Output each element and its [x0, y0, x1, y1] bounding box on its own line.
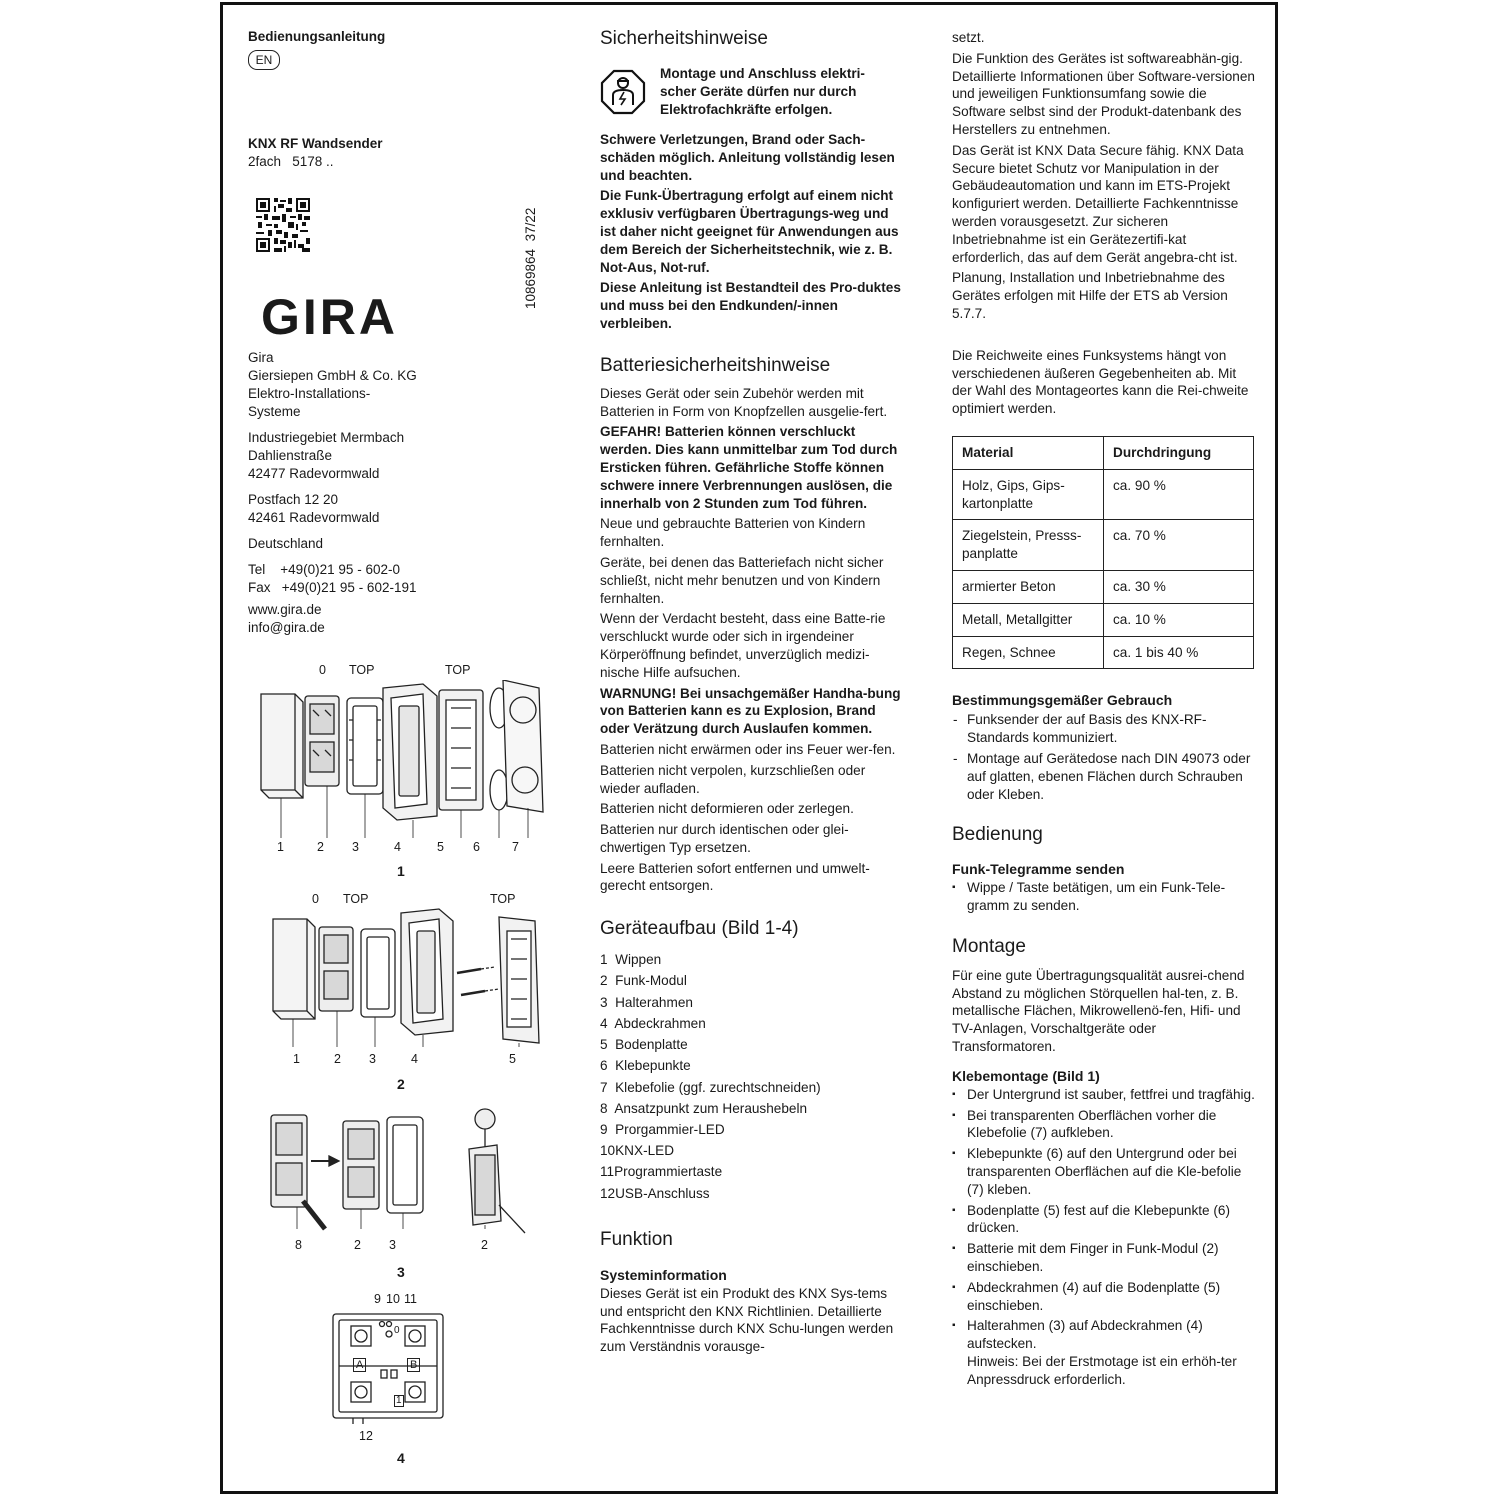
address-line: Giersiepen GmbH & Co. KG — [248, 368, 417, 383]
safety-paragraph: Die Funk-Übertragung erfolgt auf einem nicht exklusiv verfügbaren Übertragungs-weg und ist daher nicht geeignet für Anwendungen aus dem Bereich der Sicherheitstechnik, wie z. B. Not-Aus, Not-ruf. — [600, 188, 899, 275]
safety-heading: Sicherheitshinweise — [600, 28, 768, 49]
address-line: Deutschland — [248, 536, 324, 551]
table-cell: ca. 30 % — [1104, 570, 1254, 603]
list-item: 12USB-Anschluss — [600, 1185, 710, 1201]
figure-label: 0 — [319, 663, 326, 677]
table-header: Material — [953, 436, 1104, 469]
note-text: Hinweis: Bei der Erstmotage ist ein erhöh-ter Anpressdruck erforderlich. — [967, 1354, 1237, 1387]
figure-4 — [323, 1292, 453, 1470]
table-header-row — [953, 436, 1254, 469]
system-paragraph: Das Gerät ist KNX Data Secure fähig. KNX Data Secure bietet Schutz vor Manipulation in der Gebäudeautomation und kann im ETS-Projekt konfiguriert werden. Detaillierte Fachkenntnisse werden vorausgesetzt. Zur sicheren Inbetriebnahme ist ein Gerätezertifi-kat erforderlich, das auf dem Gerät angebra-cht ist. — [952, 142, 1244, 265]
address-line: Industriegebiet Mermbach — [248, 430, 405, 445]
system-paragraph: setzt. — [952, 30, 985, 45]
figure-label: 1 — [293, 1052, 300, 1066]
system-paragraph: Die Funktion des Gerätes ist softwareabhän-gig. Detaillierte Informationen über Software-versionen und jeweiligen Funktionsumfang sowie die Software selbst sind der Produkt-datenbank des Herstellers zu entnehmen. — [952, 50, 1255, 137]
operation-heading: Bedienung — [952, 824, 1043, 846]
address-line: Postfach 12 20 — [248, 492, 339, 507]
battery-paragraph: Leere Batterien sofort entfernen und umwelt-gerecht entsorgen. — [600, 860, 870, 894]
electrician-icon — [600, 69, 646, 115]
figure-number: 1 — [397, 863, 405, 879]
email-link[interactable]: info@gira.de — [248, 620, 325, 635]
parts-list — [600, 949, 906, 1203]
sysinfo-paragraph: Dieses Gerät ist ein Produkt des KNX Sys-tems und entspricht den KNX Richtlinien. Detaillierte Fachkenntnisse durch KNX Schu-lungen werden zum Verständnis vorausge- — [600, 1285, 894, 1355]
battery-paragraph: Batterien nicht verpolen, kurzschließen oder wieder aufladen. — [600, 762, 866, 796]
table-row — [953, 603, 1254, 636]
table-row — [953, 469, 1254, 520]
figure-label: TOP — [445, 663, 471, 677]
table-cell: Holz, Gips, Gips-kartonplatte — [953, 469, 1104, 520]
safety-paragraph: Diese Anleitung ist Bestandteil des Pro-duktes und muss bei den Endkunden/-innen verbleiben. — [600, 280, 901, 331]
key-0-label: 0 — [394, 1325, 400, 1336]
fax-line: Fax +49(0)21 95 - 602-191 — [248, 580, 417, 595]
table-header: Durchdringung — [1104, 436, 1254, 469]
list-item: 11Programmiertaste — [600, 1164, 723, 1180]
table-cell: ca. 90 % — [1104, 469, 1254, 520]
address-line: Systeme — [248, 404, 301, 419]
table-cell: ca. 70 % — [1104, 520, 1254, 571]
address-line: Gira — [248, 350, 274, 365]
middle-column — [600, 27, 906, 1359]
right-column — [952, 29, 1256, 1392]
table-cell: Metall, Metallgitter — [953, 603, 1104, 636]
mounting-paragraph: Für eine gute Übertragungsqualität ausrei-chend Abstand zu möglichen Störquellen hal-ten, z. B. metallische Flächen, Mikrowellenö-fen, Hifi- und TV-Anlagen, Vorschaltgeräte oder Transformatoren. — [952, 967, 1245, 1055]
battery-danger: GEFAHR! Batterien können verschluckt werden. Dies kann unmittelbar zum Tod durch Ersticken führen. Gefährliche Stoffe können schwere innere Verbrennungen auslösen, die innerhalb von 2 Stunden zum Tod führen. — [600, 424, 898, 511]
product-subtitle: 2fach 5178 .. — [248, 154, 334, 169]
battery-paragraph: Geräte, bei denen das Batteriefach nicht sicher schließt, nicht mehr benutzen und von Kindern fernhalten. — [600, 554, 884, 606]
electrician-warning — [600, 65, 906, 125]
system-paragraph: Planung, Installation und Inbetriebnahme des Gerätes erfolgen mit Hilfe der ETS ab Version 5.7.7. — [952, 270, 1228, 321]
module-removal-icon — [263, 1105, 553, 1235]
list-item: ▪ Bei transparenten Oberflächen vorher die Klebefolie (7) aufkleben. — [952, 1107, 1256, 1143]
list-item: 7 Klebefolie (ggf. zurechtschneiden) — [600, 1079, 821, 1095]
battery-paragraph: Batterien nicht deformieren oder zerlegen. — [600, 801, 854, 817]
list-item: ▪ Bodenplatte (5) fest auf die Klebepunkte (6) drücken. — [952, 1202, 1256, 1238]
list-item: ▪ Wippe / Taste betätigen, um ein Funk-Tele-gramm zu senden. — [952, 879, 1256, 915]
figure-label: 8 — [295, 1238, 302, 1252]
figure-number: 4 — [397, 1450, 405, 1466]
list-item: 8 Ansatzpunkt zum Heraushebeln — [600, 1100, 808, 1116]
figure-label: TOP — [349, 663, 375, 677]
sysinfo-heading: Systeminformation — [600, 1266, 727, 1283]
list-item: ▪ Batterie mit dem Finger in Funk-Modul (2) einschieben. — [952, 1240, 1256, 1276]
figure-3 — [263, 1105, 553, 1283]
address-line: 42461 Radevormwald — [248, 510, 380, 525]
product-title: KNX RF Wandsender — [248, 136, 383, 151]
figure-label: 5 — [437, 840, 444, 854]
electrician-warning-line: Elektrofachkräfte erfolgen. — [660, 101, 833, 117]
list-item: ▪ Der Untergrund ist sauber, fettfrei und tragfähig. — [952, 1086, 1256, 1104]
battery-heading: Batteriesicherheitshinweise — [600, 354, 831, 376]
table-cell: ca. 1 bis 40 % — [1104, 636, 1254, 669]
key-1-label: 1 — [396, 1395, 402, 1406]
list-item: ▪ Abdeckrahmen (4) auf die Bodenplatte (5) einschieben. — [952, 1279, 1256, 1315]
language-badge: EN — [248, 50, 280, 70]
mounting-heading: Montage — [952, 935, 1026, 957]
figure-number: 2 — [397, 1076, 405, 1092]
figure-label: 5 — [509, 1052, 516, 1066]
module-top-view-icon — [323, 1308, 453, 1426]
battery-paragraph: Wenn der Verdacht besteht, dass eine Batte-rie verschluckt wurde oder sich in irgendeiner Körperöffnung befindet, unverzüglich medizi-nische Hilfe aufsuchen. — [600, 611, 886, 680]
electrician-warning-line: scher Geräte dürfen nur durch — [660, 83, 857, 99]
table-cell: Regen, Schnee — [953, 636, 1104, 669]
exploded-view-1-icon — [253, 680, 553, 855]
doc-type: Bedienungsanleitung — [248, 29, 386, 44]
figure-label: 2 — [481, 1238, 488, 1252]
key-a-label: A — [353, 1358, 366, 1372]
list-item: 5 Bodenplatte — [600, 1037, 688, 1053]
battery-warning: WARNUNG! Bei unsachgemäßer Handha-bung von Batterien kann es zu Explosion, Brand oder Verätzung durch Auslaufen kommen. — [600, 685, 901, 737]
figure-label: 1 — [277, 840, 284, 854]
figure-1 — [253, 660, 553, 880]
table-row — [953, 570, 1254, 603]
company-address — [248, 349, 468, 637]
gira-logo: GIRA — [261, 289, 398, 345]
list-item: - Montage auf Gerätedose nach DIN 49073 oder auf glatten, ebenen Flächen durch Schrauben oder Kleben. — [952, 750, 1256, 803]
figure-label: 3 — [389, 1238, 396, 1252]
parts-heading: Geräteaufbau (Bild 1-4) — [600, 918, 799, 940]
table-row — [953, 636, 1254, 669]
phone-line: Tel +49(0)21 95 - 602-0 — [248, 562, 400, 577]
address-line: Elektro-Installations- — [248, 386, 371, 401]
figure-label: TOP — [343, 892, 369, 906]
list-item: ▪ Klebepunkte (6) auf den Untergrund oder bei transparenten Oberflächen auf die Kle-befolie (7) kleben. — [952, 1145, 1256, 1198]
use-heading: Bestimmungsgemäßer Gebrauch — [952, 692, 1173, 709]
key-b-label: B — [407, 1358, 420, 1372]
figure-label: 7 — [512, 840, 519, 854]
list-item: 3 Halterahmen — [600, 994, 693, 1010]
list-item: - Funksender der auf Basis des KNX-RF-Standards kommuniziert. — [952, 711, 1256, 747]
website-link[interactable]: www.gira.de — [248, 602, 322, 617]
figure-2 — [263, 889, 553, 1094]
battery-paragraph: Batterien nur durch identischen oder glei-chwertigen Typ ersetzen. — [600, 822, 849, 855]
battery-paragraph: Batterien nicht erwärmen oder ins Feuer wer-fen. — [600, 741, 896, 757]
figure-label: 12 — [359, 1429, 373, 1443]
list-item: 1 Wippen — [600, 952, 662, 968]
electrician-warning-line: Montage und Anschluss elektri- — [660, 66, 865, 81]
list-item: 6 Klebepunkte — [600, 1058, 691, 1074]
figure-label: 6 — [473, 840, 480, 854]
figure-number: 3 — [397, 1264, 405, 1280]
figure-label: 9 — [374, 1292, 381, 1306]
figure-label: 10 — [386, 1292, 400, 1306]
figure-label: TOP — [490, 892, 516, 906]
figure-label: 3 — [369, 1052, 376, 1066]
glue-heading: Klebemontage (Bild 1) — [952, 1067, 1100, 1084]
document-number: 10869864 37/22 — [523, 207, 538, 309]
figure-label: 2 — [317, 840, 324, 854]
figure-label: 4 — [411, 1052, 418, 1066]
safety-paragraph: Schwere Verletzungen, Brand oder Sach-schäden möglich. Anleitung vollständig lesen und beachten. — [600, 132, 895, 183]
figure-label: 2 — [334, 1052, 341, 1066]
exploded-view-2-icon — [263, 907, 553, 1067]
table-cell: armierter Beton — [953, 570, 1104, 603]
figure-label: 2 — [354, 1238, 361, 1252]
penetration-table — [952, 436, 1254, 669]
battery-paragraph: Neue und gebrauchte Batterien von Kindern fernhalten. — [600, 516, 866, 550]
list-item: 10KNX-LED — [600, 1143, 675, 1159]
table-cell: Ziegelstein, Presss-panplatte — [953, 520, 1104, 571]
address-line: Dahlienstraße — [248, 448, 333, 463]
table-cell: ca. 10 % — [1104, 603, 1254, 636]
range-paragraph: Die Reichweite eines Funksystems hängt von verschiedenen äußeren Gegebenheiten ab. Mit der Wahl des Montageortes kann die Rei-chweite optimiert werden. — [952, 347, 1249, 417]
battery-paragraph: Dieses Gerät oder sein Zubehör werden mit Batterien in Form von Knopfzellen ausgelie-fert. — [600, 385, 888, 419]
list-item: 9 Prorgammier-LED — [600, 1121, 725, 1137]
telegram-heading: Funk-Telegramme senden — [952, 861, 1125, 878]
table-row — [953, 520, 1254, 571]
function-heading: Funktion — [600, 1228, 673, 1250]
list-item: 4 Abdeckrahmen — [600, 1015, 706, 1031]
list-item: ▪ Halterahmen (3) auf Abdeckrahmen (4) aufstecken. — [952, 1317, 1256, 1353]
list-item: 2 Funk-Modul — [600, 973, 687, 989]
manual-page — [220, 2, 1278, 1494]
figure-label: 3 — [352, 840, 359, 854]
figure-label: 11 — [404, 1292, 417, 1306]
qr-code-icon — [256, 198, 310, 252]
figure-label: 4 — [394, 840, 401, 854]
figure-label: 0 — [312, 892, 319, 906]
address-line: 42477 Radevormwald — [248, 466, 380, 481]
